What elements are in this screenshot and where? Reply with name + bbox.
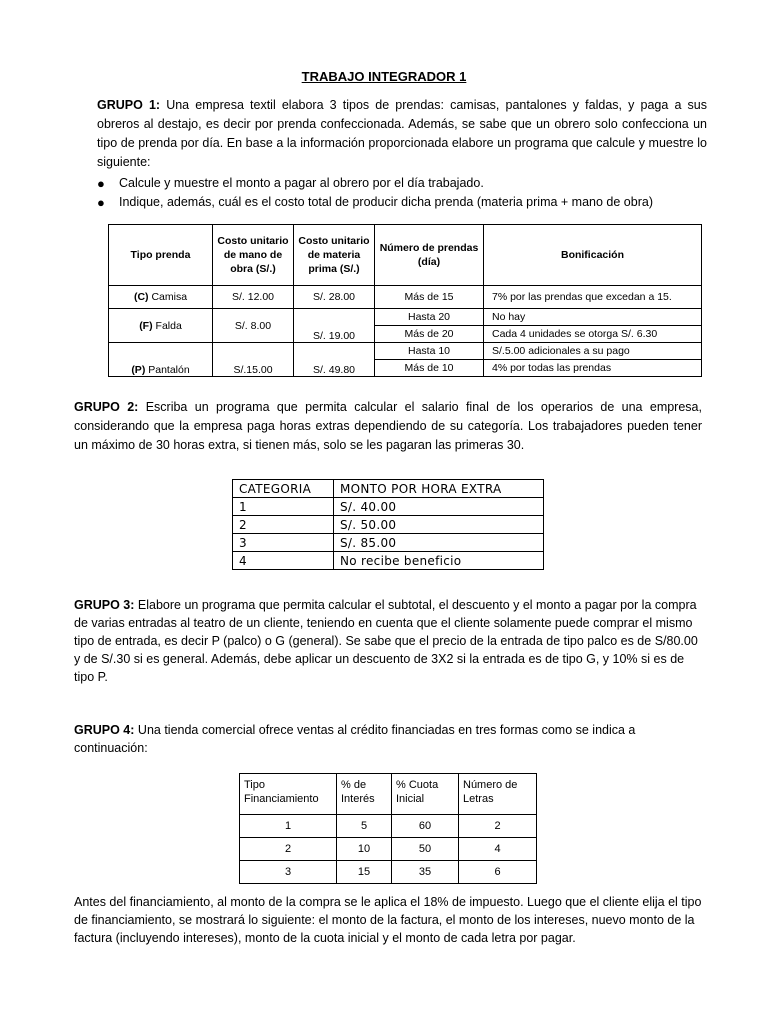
header-cell: Costo unitario de mano de obra (S/.) (213, 225, 294, 286)
table-cell: Más de 10 (375, 360, 484, 377)
grupo4-after-paragraph: Antes del financiamiento, al monto de la compra se le aplica el 18% de impuesto. Luego que el cliente elija el tipo de financiamiento, se mostrará lo siguiente: el monto de la factura, el monto de los intereses, nuevo monto de la factura (incluyendo intereses), monto de la cuota inicial y el monto de cada letra por pagar. (74, 895, 702, 945)
table-header-row (109, 225, 702, 286)
header-cell: Tipo prenda (109, 225, 213, 286)
table-cell: 2 (233, 516, 334, 534)
table-cell: 7% por las prendas que excedan a 15. (484, 286, 702, 309)
name-text: Camisa (151, 291, 188, 303)
table-cell: 4 (233, 552, 334, 570)
table-cell: 35 (392, 861, 459, 884)
table-cell: 60 (392, 815, 459, 838)
table-row (109, 286, 702, 309)
table-cell: S/. 40.00 (334, 498, 544, 516)
grupo3-paragraph (74, 596, 702, 686)
name-text: Falda (155, 319, 182, 332)
grupo1-label: GRUPO 1: (97, 98, 161, 112)
code-text: (C) (133, 291, 149, 303)
table-cell: 50 (392, 838, 459, 861)
table-cell: 5 (337, 815, 392, 838)
document-title: TRABAJO INTEGRADOR 1 (301, 69, 467, 84)
grupo1-text: Una empresa textil elabora 3 tipos de prendas: camisas, pantalones y faldas, y paga a sus obreros al destajo, es decir por prenda confeccionada. Además, se sabe que un obrero solo confecciona un tipo de prenda por día. En base a la información proporcionada elabore un programa que calcule y muestre lo siguiente: (97, 98, 707, 169)
table-cell: 4 (459, 838, 537, 861)
list-item (97, 195, 737, 214)
table-cell: S/. 28.00 (294, 286, 375, 309)
table-cell: 1 (233, 498, 334, 516)
table-row (109, 343, 702, 360)
table-cell: S/. 85.00 (334, 534, 544, 552)
table-cell: 15 (337, 861, 392, 884)
bullet-text: Indique, además, cuál es el costo total de producir dicha prenda (materia prima + mano de obra) (119, 195, 653, 209)
table-cell: Hasta 20 (375, 309, 484, 326)
table-row (109, 309, 702, 326)
table-header-row (240, 774, 537, 815)
table-cell: 3 (233, 534, 334, 552)
table-row (240, 838, 537, 861)
header-cell: MONTO POR HORA EXTRA (334, 480, 544, 498)
grupo4-paragraph (74, 721, 702, 757)
table-cell: 4% por todas las prendas (484, 360, 702, 377)
table-cell: No hay (484, 309, 702, 326)
table-cell: Cada 4 unidades se otorga S/. 6.30 (484, 326, 702, 343)
financiamiento-table (239, 773, 537, 884)
table-cell: Más de 20 (375, 326, 484, 343)
header-cell: Número de prendas (día) (375, 225, 484, 286)
table-cell: 2 (240, 838, 337, 861)
grupo2-text: Escriba un programa que permita calcular el salario final de los operarios de una empresa, considerando que la empresa paga horas extras dependiendo de su categoría. Los trabajadores pueden tener un máximo de 30 horas extra, si tienen más, solo se les pagaran las primeras 30. (74, 400, 702, 452)
grupo3-label: GRUPO 3: (74, 598, 135, 612)
table-cell: Más de 15 (375, 286, 484, 309)
bullet-icon: ● (97, 195, 105, 210)
table-header-row (233, 480, 544, 498)
grupo3-text: Elabore un programa que permita calcular el subtotal, el descuento y el monto a pagar por la compra de varias entradas al teatro de un cliente, teniendo en cuenta que el cliente solamente puede comprar el mismo tipo de entrada, es decir P (palco) o G (general). Se sabe que el precio de la entrada de tipo palco es de S/80.00 y de S/.30 si es general. Además, debe aplicar un descuento de 3X2 si la entrada es de tipo G, y 10% si es de tipo P. (74, 598, 698, 684)
tipo-cell (109, 286, 213, 309)
header-cell: Número de Letras (459, 774, 537, 815)
horas-extra-table (232, 479, 544, 570)
code-text: (F) (139, 319, 153, 332)
table-cell: 3 (240, 861, 337, 884)
table-cell: S/. 19.00 (294, 309, 375, 343)
tipo-cell (109, 309, 213, 343)
table-cell: S/. 12.00 (213, 286, 294, 309)
table-cell: S/.5.00 adicionales a su pago (484, 343, 702, 360)
name-text: Pantalón (148, 364, 190, 376)
table-cell: 6 (459, 861, 537, 884)
header-cell: CATEGORIA (233, 480, 334, 498)
list-item (97, 176, 737, 195)
table-cell: 1 (240, 815, 337, 838)
table-cell: S/. 8.00 (213, 309, 294, 343)
bullet-icon: ● (97, 176, 105, 191)
grupo1-bullet-list (97, 176, 737, 214)
table-cell: S/. 50.00 (334, 516, 544, 534)
bullet-text: Calcule y muestre el monto a pagar al obrero por el día trabajado. (119, 176, 484, 190)
table-row (233, 498, 544, 516)
header-cell: % Cuota Inicial (392, 774, 459, 815)
tipo-cell (109, 343, 213, 377)
table-row (240, 815, 537, 838)
code-text: (P) (131, 364, 146, 376)
table-cell: Hasta 10 (375, 343, 484, 360)
header-cell: % de Interés (337, 774, 392, 815)
grupo4-text: Una tienda comercial ofrece ventas al crédito financiadas en tres formas como se indica a continuación: (74, 723, 636, 755)
grupo2-paragraph (74, 398, 702, 455)
table-cell: S/.15.00 (213, 343, 294, 377)
table-row (233, 516, 544, 534)
table-row (233, 552, 544, 570)
prendas-table (108, 224, 702, 377)
table-cell: 10 (337, 838, 392, 861)
grupo4-label: GRUPO 4: (74, 723, 135, 737)
header-cell: Costo unitario de materia prima (S/.) (294, 225, 375, 286)
grupo1-paragraph (97, 96, 707, 172)
grupo2-label: GRUPO 2: (74, 400, 139, 414)
table-cell: S/. 49.80 (294, 343, 375, 377)
table-row (233, 534, 544, 552)
table-cell: 2 (459, 815, 537, 838)
header-cell: Bonificación (484, 225, 702, 286)
header-cell: Tipo Financiamiento (240, 774, 337, 815)
table-cell: No recibe beneficio (334, 552, 544, 570)
table-row (240, 861, 537, 884)
